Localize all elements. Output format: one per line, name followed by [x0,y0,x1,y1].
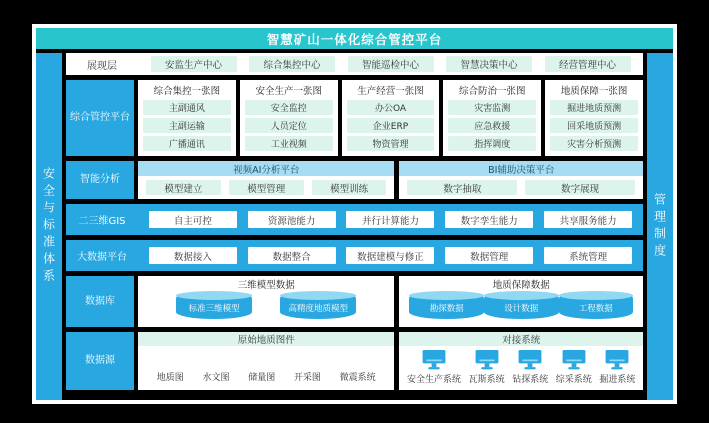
platform-column [240,80,338,156]
row-presentation-layer [66,53,643,75]
bigdata-module: 数据整合 [248,247,336,264]
cylinder-top [176,291,252,300]
row-intelligent-analysis [66,161,643,199]
analysis-group-bi [399,161,643,199]
cylinder-label: 高精度地质模型 [288,304,349,314]
map-label: 地质图 [156,373,184,383]
group-title: 地质保障数据 [492,279,550,291]
map-label: 储量图 [248,373,276,383]
bigdata-module: 数据建模与修正 [346,247,434,264]
row-label-bigdata: 大数据平台 [77,252,127,263]
row-database [66,276,643,327]
map-label: 微震系统 [339,373,376,383]
row-datasource [66,332,643,390]
row-label-database: 数据库 [66,276,134,327]
platform-column [342,80,440,156]
platform-item: 指挥调度 [448,136,536,151]
platform-item: 企业ERP [347,118,435,133]
right-sidebar-management-system: 管理制度 [647,53,673,400]
diagram-body [36,53,673,400]
monitor-icon [604,350,630,370]
presentation-row-box [66,53,643,75]
system-figures [399,346,643,390]
presentation-center: 智能巡检中心 [348,56,434,72]
presentation-center: 综合集控中心 [249,56,335,72]
group-title: 三维模型数据 [237,279,295,291]
gis-capability: 共享服务能力 [544,211,632,228]
platform-item: 应急救援 [448,118,536,133]
gis-capabilities [138,211,643,228]
database-cylinder-icon [176,291,252,319]
cylinder-top [559,291,634,300]
cylinder-top [280,291,356,300]
row-control-platform [66,80,643,156]
database-cylinder-icon [559,291,634,319]
column-title: 生产经营一张图 [357,86,424,97]
cylinder-top [409,291,484,300]
monitor-icon [421,350,447,370]
cylinder-row [138,291,394,327]
main-rows [66,53,643,400]
platform-title: 智慧矿山一体化综合管控平台 [266,31,443,47]
cylinder-row [399,291,643,327]
row-label-control-platform: 综合管控平台 [66,80,134,156]
group-items [138,176,394,199]
platform-item: 主副通风 [143,100,231,115]
monitor-icon [474,350,500,370]
platform-title-bar [36,28,673,49]
group-items [399,176,643,199]
diagram-card [36,28,673,400]
group-body [138,346,394,390]
bigdata-modules [138,247,643,264]
presentation-centers [138,56,643,72]
platform-columns [138,80,643,156]
presentation-center: 经营管理中心 [545,56,631,72]
row-label-analysis: 智能分析 [66,161,134,199]
datasource-group-systems [399,332,643,390]
cylinder-label: 设计数据 [504,304,539,314]
column-title: 综合防治一张图 [459,86,526,97]
datasource-groups [138,332,643,390]
row-gis [66,204,643,235]
platform-item: 灾害分析预测 [550,136,638,151]
platform-item: 掘进地质预测 [550,100,638,115]
analysis-groups [138,161,643,199]
cylinder-label: 标准三维模型 [188,304,240,314]
platform-column [138,80,236,156]
platform-item: 安全监控 [245,100,333,115]
platform-column [443,80,541,156]
row-label-gis: 二三维GIS [78,216,126,227]
cylinder-label: 勘探数据 [429,304,464,314]
gis-capability: 自主可控 [149,211,237,228]
analysis-item: 数字展现 [525,180,635,195]
gis-capability: 数字孪生能力 [445,211,533,228]
row-bigdata [66,240,643,271]
bigdata-module: 数据接入 [149,247,237,264]
column-title: 综合集控一张图 [153,86,221,97]
group-title: 原始地质图件 [138,332,394,346]
system-label: 掘进系统 [599,375,636,385]
platform-item: 灾害监测 [448,100,536,115]
platform-item: 主副运输 [143,118,231,133]
group-body [399,346,643,390]
group-title: 对接系统 [399,332,643,346]
system-label: 综采系统 [555,375,592,385]
system-label: 安全生产系统 [407,375,462,385]
platform-item: 工业视频 [245,136,333,151]
cylinder-top [484,291,559,300]
platform-item: 人员定位 [245,118,333,133]
left-sidebar-safety-standards: 安全与标准体系 [36,53,62,400]
database-group-3d-model [138,276,394,327]
map-label: 开采图 [293,373,321,383]
database-group-geology [399,276,643,327]
database-cylinder-icon [409,291,484,319]
group-title: 视频AI分析平台 [138,161,394,176]
analysis-item: 模型建立 [146,180,221,195]
platform-item: 物资管理 [347,136,435,151]
gis-capability: 资源池能力 [248,211,336,228]
presentation-center: 安监生产中心 [151,56,237,72]
row-label-presentation: 展现层 [87,60,117,72]
analysis-item: 模型管理 [229,180,304,195]
column-title: 安全生产一张图 [255,86,322,97]
group-title: BI辅助决策平台 [399,161,643,176]
system-figure [407,350,461,385]
system-label: 瓦斯系统 [468,375,505,385]
monitor-icon [517,350,543,370]
cylinder-label: 工程数据 [578,304,613,314]
gis-capability: 并行计算能力 [346,211,434,228]
database-groups [138,276,643,327]
row-label-datasource: 数据源 [66,332,134,390]
system-label: 钻探系统 [512,375,549,385]
system-figure [469,350,505,385]
system-figure [512,350,548,385]
database-cylinder-icon [280,291,356,319]
platform-column [545,80,643,156]
map-labels [138,346,394,390]
analysis-group-video-ai [138,161,394,199]
bigdata-module: 数据管理 [445,247,533,264]
presentation-center: 智慧决策中心 [446,56,532,72]
monitor-icon [561,350,587,370]
system-figure [556,350,592,385]
map-label: 水文图 [202,373,230,383]
system-figure [599,350,635,385]
database-cylinder-icon [484,291,559,319]
column-title: 地质保障一张图 [560,86,628,97]
datasource-group-maps [138,332,394,390]
platform-item: 广播通讯 [143,136,231,151]
platform-item: 办公OA [347,100,435,115]
analysis-item: 数字抽取 [407,180,517,195]
bigdata-module: 系统管理 [544,247,632,264]
platform-item: 回采地质预测 [550,118,638,133]
analysis-item: 模型训练 [312,180,387,195]
